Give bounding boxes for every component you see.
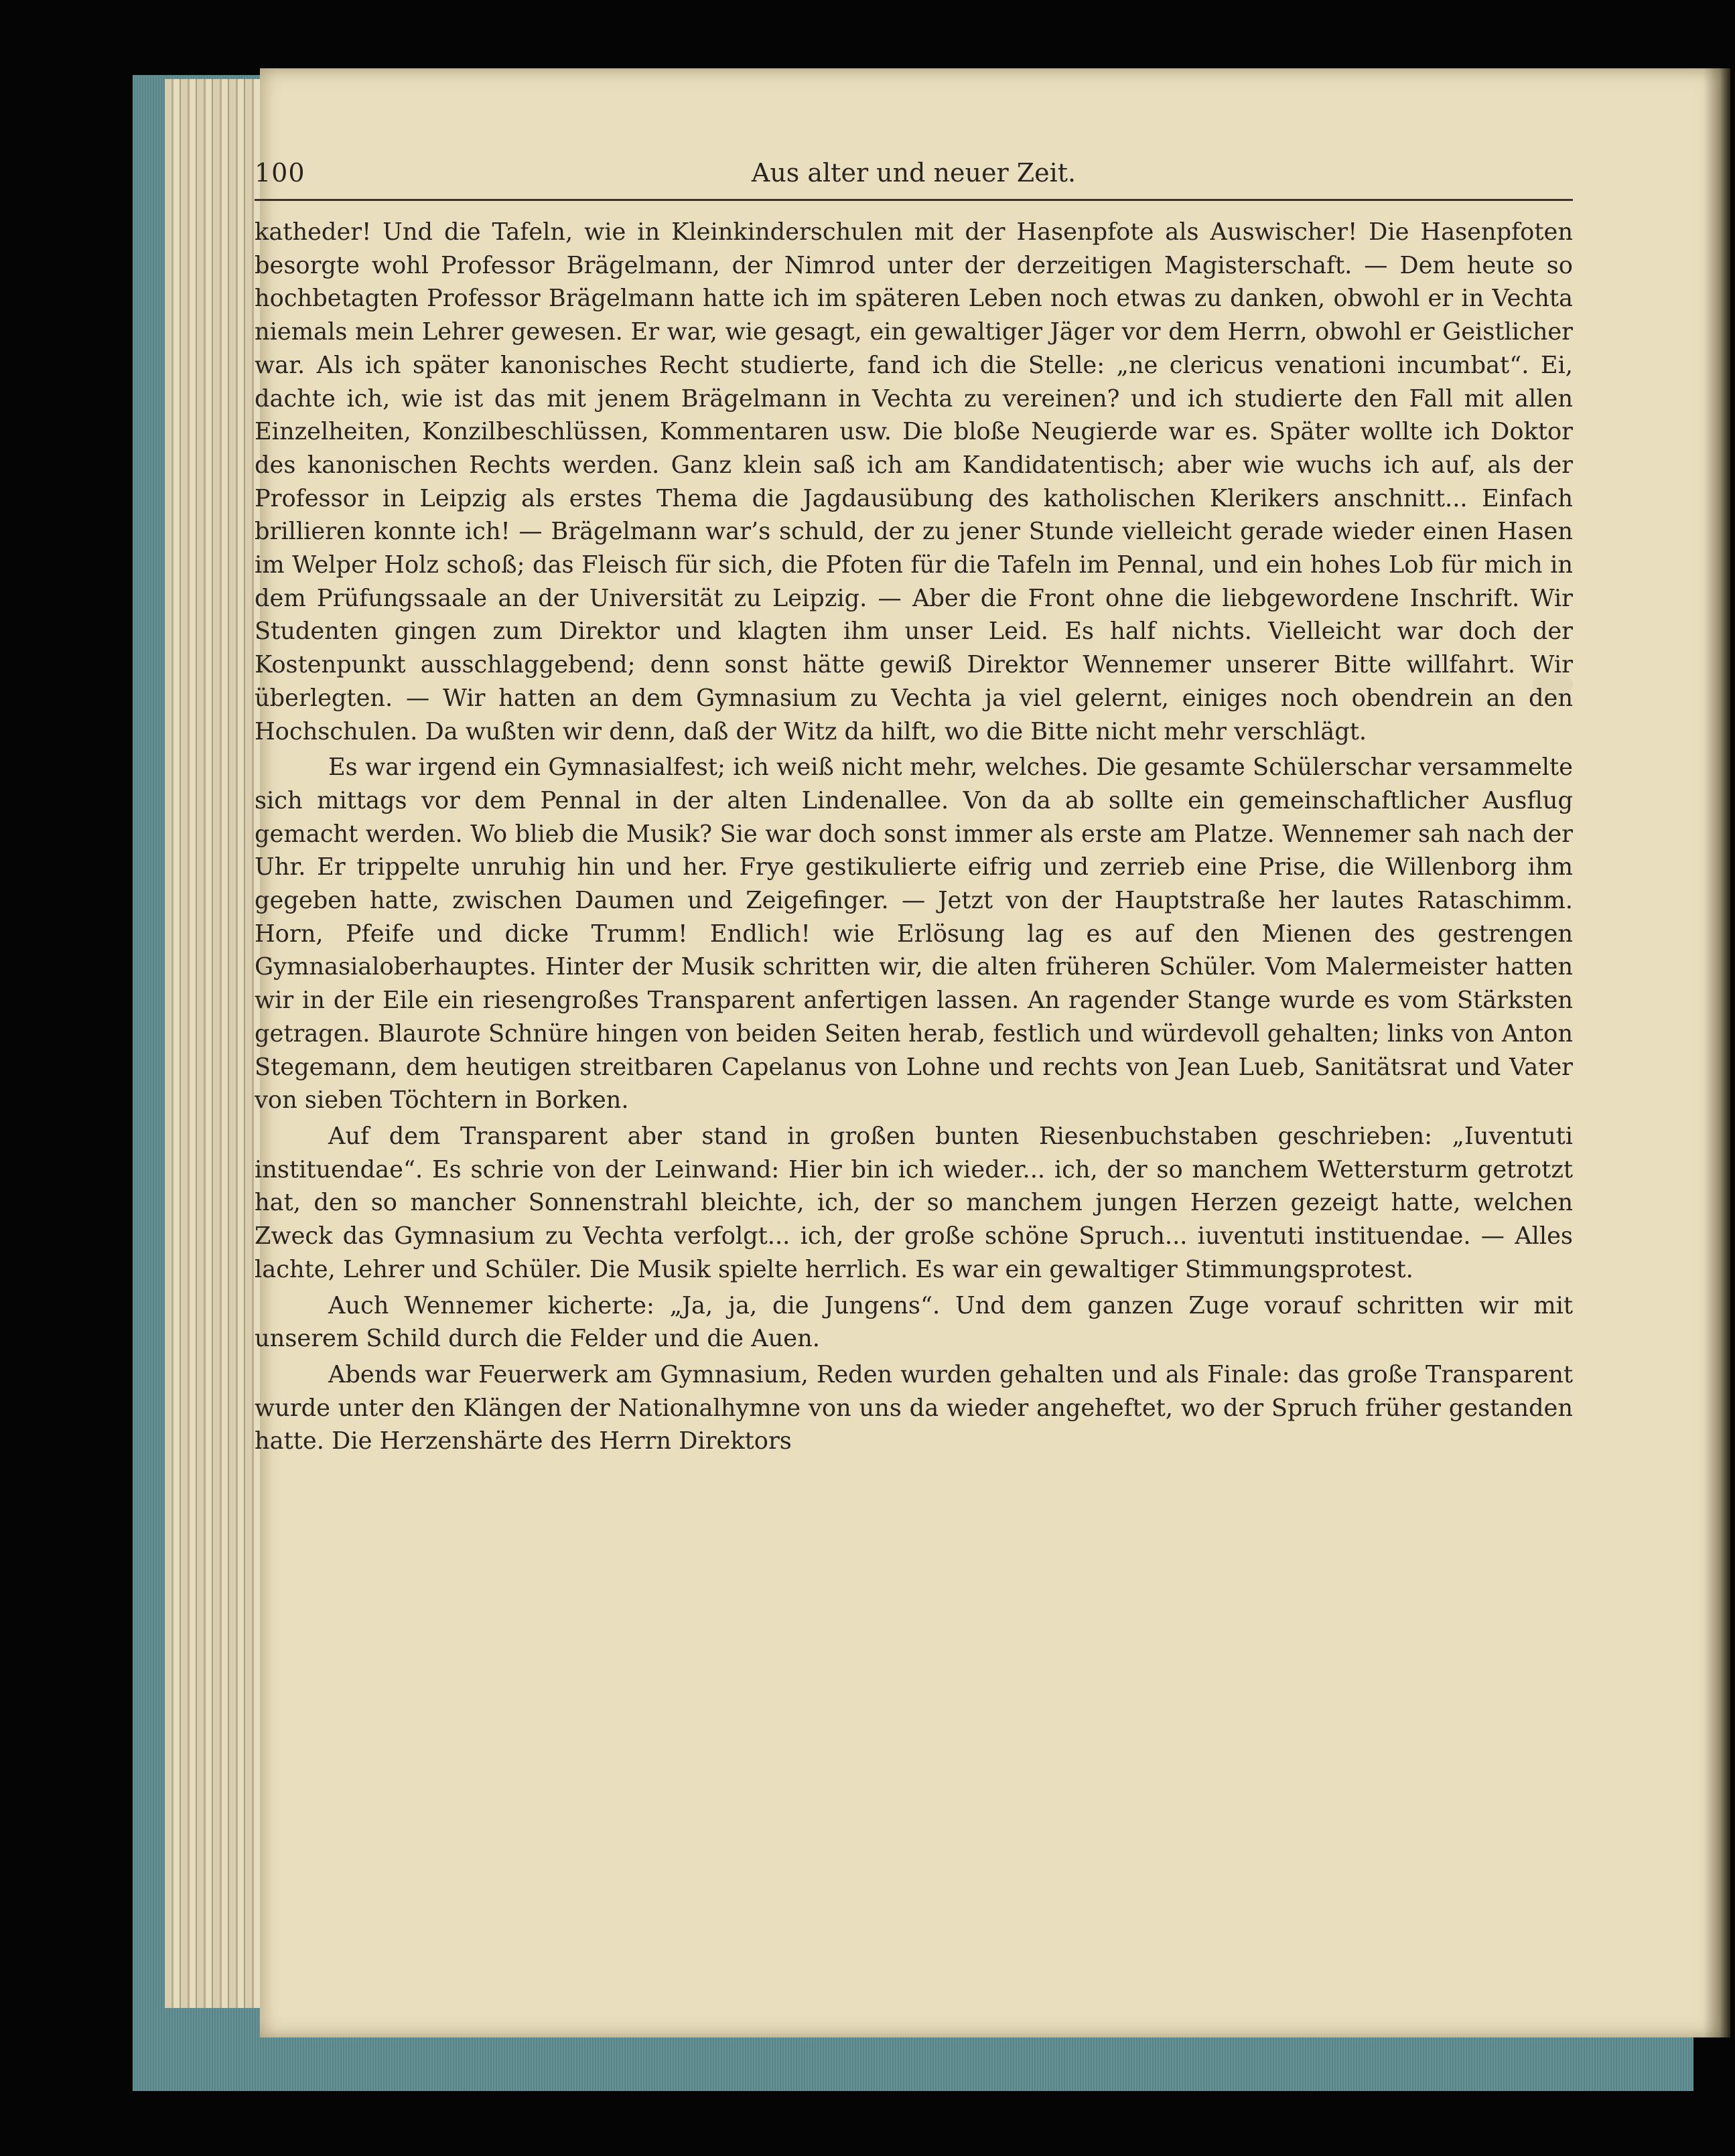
- page-gutter-shadow: [1704, 68, 1730, 2037]
- paragraph: Abends war Feuerwerk am Gymnasium, Reden wurden gehalten und als Finale: das große Transparent wurde unter den Klängen der Nationalhymne von uns da wieder angeheftet, wo der Spruch früher gestanden hatte. Die Herzenshärte des Herrn Direktors: [255, 1360, 1573, 1455]
- running-title: Aus alter und neuer Zeit.: [751, 158, 1077, 188]
- paragraph: Auch Wennemer kicherte: „Ja, ja, die Jungens“. Und dem ganzen Zuge vorauf schritten wir mit unserem Schild durch die Felder und die Auen.: [255, 1291, 1573, 1353]
- body-text: [255, 216, 1573, 1458]
- paragraph: katheder! Und die Tafeln, wie in Kleinkinderschulen mit der Hasenpfote als Auswischer! Die Hasenpfoten besorgte wohl Professor Brägelmann, der Nimrod unter der derzeitigen Magisterschaft. — Dem heute so hochbetagten Professor Brägelmann hatte ich im späteren Leben noch etwas zu danken, obwohl er in Vechta niemals mein Lehrer gewesen. Er war, wie gesagt, ein gewaltiger Jäger vor dem Herrn, obwohl er Geistlicher war. Als ich später kanonisches Recht studierte, fand ich die Stelle: „ne clericus venationi incumbat“. Ei, dachte ich, wie ist das mit jenem Brägelmann in Vechta zu vereinen? und ich studierte den Fall mit allen Einzelheiten, Konzilbeschlüssen, Kommentaren usw. Die bloße Neugierde war es. Später wollte ich Doktor des kanonischen Rechts werden. Ganz klein saß ich am Kandidatentisch; aber wie wuchs ich auf, als der Professor in Leipzig als erstes Thema die Jagdausübung des katholischen Klerikers anschnitt... Einfach brillieren konnte ich! — Brägelmann war’s schuld, der zu jener Stunde vielleicht gerade wieder einen Hasen im Welper Holz schoß; das Fleisch für sich, die Pfoten für die Tafeln im Pennal, und ein hohes Lob für mich in dem Prüfungssaale an der Universität zu Leipzig. — Aber die Front ohne die liebgewordene Inschrift. Wir Studenten gingen zum Direktor und klagten ihm unser Leid. Es half nichts. Vielleicht war doch der Kostenpunkt ausschlaggebend; denn sonst hätte gewiß Direktor Wennemer unserer Bitte willfahrt. Wir überlegten. — Wir hatten an dem Gymnasium zu Vechta ja viel gelernt, einiges noch obendrein an den Hochschulen. Da wußten wir denn, daß der Witz da hilft, wo die Bitte nicht mehr verschlägt.: [255, 218, 1573, 745]
- header-rule: [255, 199, 1573, 201]
- page-number: 100: [255, 158, 305, 188]
- paragraph: Es war irgend ein Gymnasialfest; ich weiß nicht mehr, welches. Die gesamte Schülerschar versammelte sich mittags vor dem Pennal in der alten Lindenallee. Von da ab sollte ein gemeinschaftlicher Ausflug gemacht werden. Wo blieb die Musik? Sie war doch sonst immer als erste am Platze. Wennemer sah nach der Uhr. Er trippelte unruhig hin und her. Frye gestikulierte eifrig und zerrieb eine Prise, die Willenborg ihm gegeben hatte, zwischen Daumen und Zeigefinger. — Jetzt von der Hauptstraße her lautes Rataschimm. Horn, Pfeife und dicke Trumm! Endlich! wie Erlösung lag es auf den Mienen des gestrengen Gymnasialoberhauptes. Hinter der Musik schritten wir, die alten früheren Schüler. Vom Malermeister hatten wir in der Eile ein riesengroßes Transparent anfertigen lassen. An ragender Stange wurde es vom Stärksten getragen. Blaurote Schnüre hingen von beiden Seiten herab, festlich und würdevoll gehalten; links von Anton Stegemann, dem heutigen streitbaren Capelanus von Lohne und rechts von Jean Lueb, Sanitätsrat und Vater von sieben Töchtern in Borken.: [255, 753, 1573, 1115]
- paragraph: Auf dem Transparent aber stand in großen bunten Riesenbuchstaben geschrieben: „Iuventuti instituendae“. Es schrie von der Leinwand: Hier bin ich wieder... ich, der so manchem Wettersturm getrotzt hat, den so mancher Sonnenstrahl bleichte, ich, der so manchem jungen Herzen gezeigt hatte, welchen Zweck das Gymnasium zu Vechta verfolgt... ich, der große schöne Spruch... iuventuti instituendae. — Alles lachte, Lehrer und Schüler. Die Musik spielte herrlich. Es war ein gewaltiger Stimmungsprotest.: [255, 1122, 1573, 1283]
- running-header: [255, 158, 1573, 192]
